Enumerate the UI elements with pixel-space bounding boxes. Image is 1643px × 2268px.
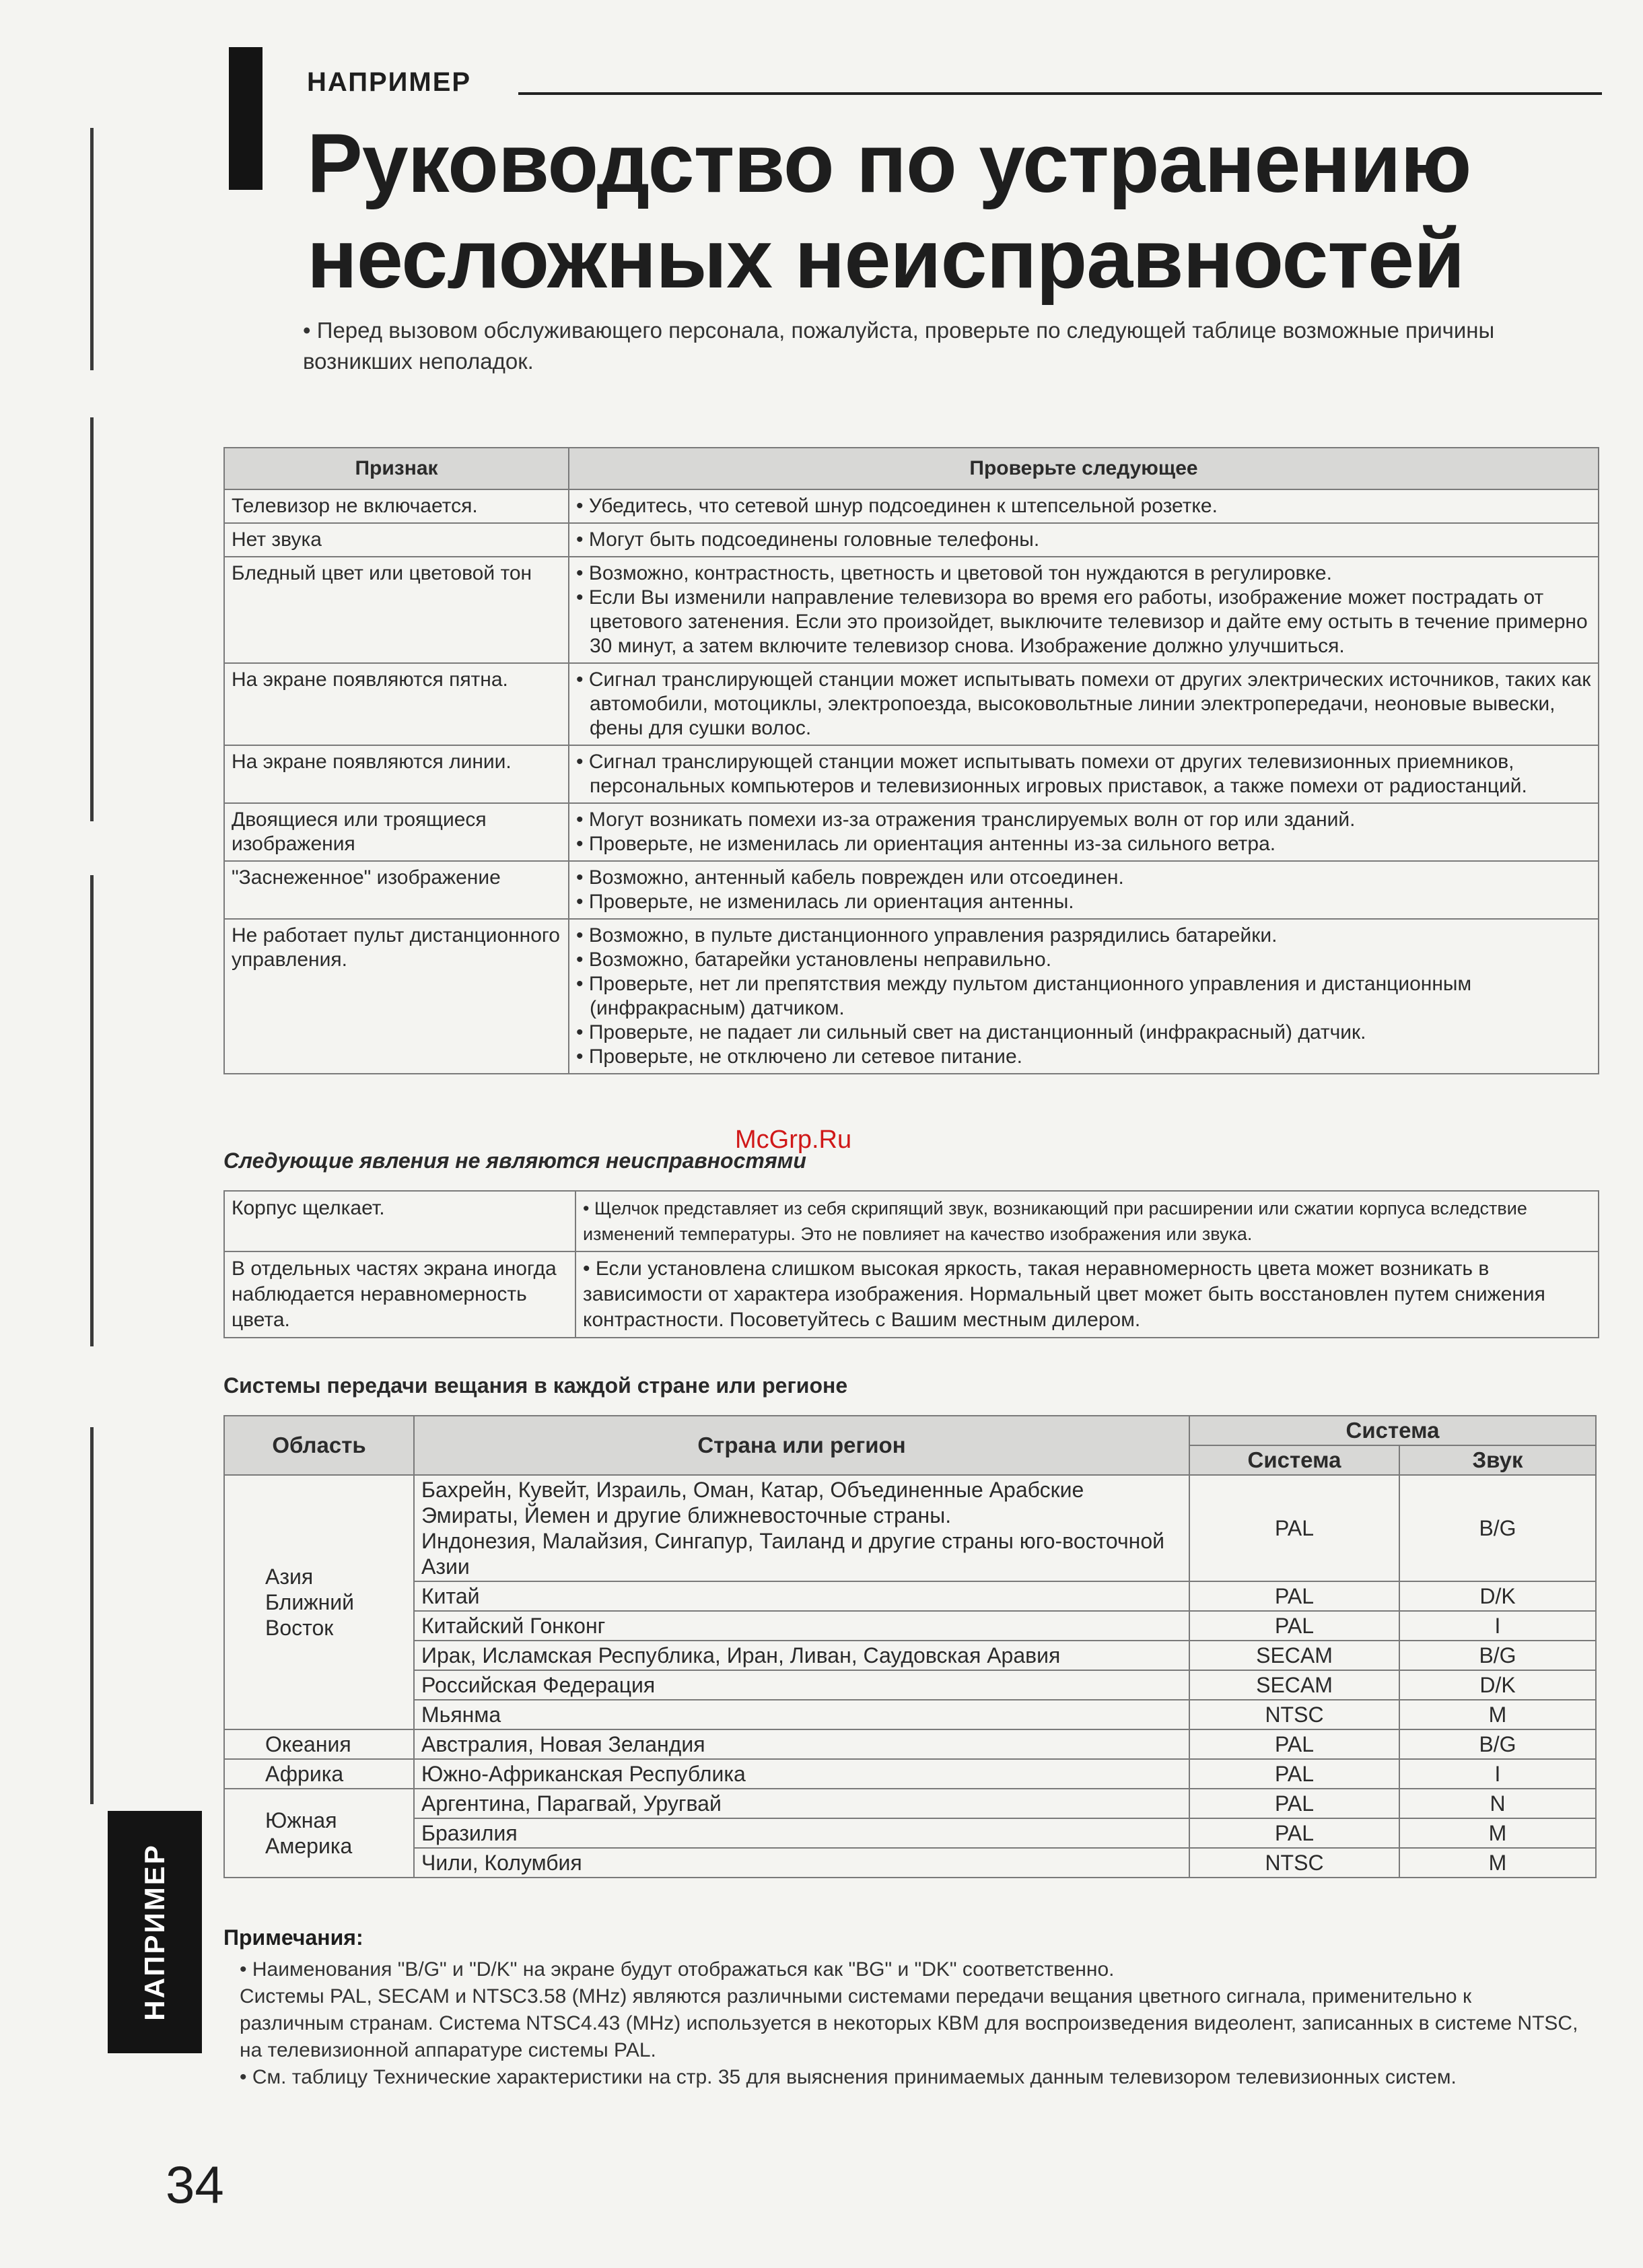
check-item: • Возможно, батарейки установлены неправильно. — [576, 949, 1052, 971]
system-cell: NTSC — [1189, 1848, 1399, 1878]
symptom-cell: Не работает пульт дистанционного управления. — [224, 919, 569, 1074]
check-item: • Проверьте, не отключено ли сетевое питание. — [576, 1045, 1022, 1068]
check-cell — [569, 919, 1599, 1074]
note-item: Системы PAL, SECAM и NTSC3.58 (MHz) являются различными системами передачи вещания цветного сигнала, применительно к различным странам. Система NTSC4.43 (MHz) используется в некоторых КВМ для воспроизведения видеолент, записанных в системе NTSC, на телевизионной аппаратуре системы PAL. — [240, 1985, 1578, 2061]
country-cell — [414, 1700, 1189, 1729]
area-line: Африка — [265, 1762, 344, 1786]
sound-cell: N — [1399, 1789, 1596, 1818]
check-item: • Могут быть подсоединены головные телефоны. — [576, 528, 1040, 551]
note-item: • См. таблицу Технические характеристики на стр. 35 для выяснения принимаемых данным телевизором телевизионных систем. — [240, 2066, 1457, 2088]
country-line: Бразилия — [421, 1821, 518, 1845]
table-row — [224, 1611, 1596, 1641]
check-cell — [569, 663, 1599, 745]
symptom-cell: В отдельных частях экрана иногда наблюдается неравномерность цвета. — [224, 1251, 575, 1338]
check-item: • Проверьте, нет ли препятствия между пультом дистанционного управления и дистанционным (инфракрасным) датчиком. — [576, 973, 1472, 1019]
sound-cell: I — [1399, 1611, 1596, 1641]
table-row — [224, 919, 1599, 1074]
table-row — [224, 861, 1599, 919]
check-cell — [569, 745, 1599, 803]
country-line: Бахрейн, Кувейт, Израиль, Оман, Катар, Объединенные Арабские Эмираты, Йемен и другие ближневосточные страны. — [421, 1478, 1084, 1527]
system-cell: SECAM — [1189, 1641, 1399, 1670]
table-row — [224, 803, 1599, 861]
symptom-cell: Корпус щелкает. — [224, 1191, 575, 1251]
notes-title: Примечания: — [223, 1925, 363, 1950]
country-cell — [414, 1759, 1189, 1789]
system-cell: PAL — [1189, 1759, 1399, 1789]
check-item: • Сигнал транслирующей станции может испытывать помехи от других телевизионных приемников, персональных компьютеров и телевизионных игровых приставок, а также помехи от радиостанций. — [576, 751, 1527, 797]
country-line: Китайский Гонконг — [421, 1614, 606, 1638]
symptom-cell: "Заснеженное" изображение — [224, 861, 569, 919]
table-row — [224, 745, 1599, 803]
table-row — [224, 1848, 1596, 1878]
scan-margin-line — [90, 417, 94, 821]
system-cell: PAL — [1189, 1818, 1399, 1848]
watermark: McGrp.Ru — [735, 1126, 852, 1154]
table-row — [224, 1641, 1596, 1670]
section-marker-bar — [229, 47, 263, 190]
sound-cell: M — [1399, 1700, 1596, 1729]
check-item: • Возможно, в пульте дистанционного управления разрядились батарейки. — [576, 924, 1278, 947]
page-title — [307, 116, 1626, 307]
area-line: Восток — [265, 1616, 334, 1640]
area-header: Область — [224, 1416, 414, 1475]
system-cell: PAL — [1189, 1581, 1399, 1611]
country-cell — [414, 1641, 1189, 1670]
table-row — [224, 1789, 1596, 1818]
check-cell — [569, 489, 1599, 523]
country-cell — [414, 1611, 1189, 1641]
section-label: НАПРИМЕР — [307, 67, 472, 97]
country-cell — [414, 1729, 1189, 1759]
notes — [240, 1956, 1579, 2091]
country-line: Мьянма — [421, 1703, 501, 1727]
system-cell: PAL — [1189, 1789, 1399, 1818]
scan-margin-line — [90, 128, 94, 370]
not-faults-title: Следующие явления не являются неисправностями — [223, 1148, 806, 1173]
sound-cell: B/G — [1399, 1729, 1596, 1759]
scan-margin-line — [90, 1427, 94, 1804]
sound-cell: M — [1399, 1818, 1596, 1848]
broadcast-title: Системы передачи вещания в каждой стране или регионе — [223, 1373, 848, 1398]
troubleshooting-table — [223, 447, 1599, 1074]
check-cell — [569, 557, 1599, 663]
check-cell — [569, 861, 1599, 919]
scan-margin-line — [90, 875, 94, 1346]
check-item: • Возможно, антенный кабель поврежден или отсоединен. — [576, 866, 1124, 889]
table-row — [224, 663, 1599, 745]
area-line: Азия — [265, 1565, 314, 1589]
not-faults-table — [223, 1190, 1599, 1338]
sound-cell: I — [1399, 1759, 1596, 1789]
country-line: Аргентина, Парагвай, Уругвай — [421, 1791, 722, 1816]
title-line-1: Руководство по устранению — [307, 117, 1471, 210]
table-row — [224, 1670, 1596, 1700]
country-line: Чили, Колумбия — [421, 1851, 582, 1875]
page-number: 34 — [166, 2155, 224, 2214]
area-cell — [224, 1759, 414, 1789]
symptom-cell: Телевизор не включается. — [224, 489, 569, 523]
table-row — [224, 1818, 1596, 1848]
country-line: Ирак, Исламская Республика, Иран, Ливан, Саудовская Аравия — [421, 1643, 1061, 1668]
country-header: Страна или регион — [414, 1416, 1189, 1475]
area-cell — [224, 1789, 414, 1878]
check-item: • Если Вы изменили направление телевизора во время его работы, изображение может пострадать от цветового затенения. Если это произойдет, выключите телевизор и дайте ему остыть в течение примерно 30 минут, а затем включите телевизор снова. Изображение должно улучшиться. — [576, 586, 1588, 657]
sound-header: Звук — [1399, 1445, 1596, 1475]
country-cell — [414, 1789, 1189, 1818]
check-cell — [569, 523, 1599, 557]
country-cell — [414, 1670, 1189, 1700]
country-cell — [414, 1581, 1189, 1611]
sound-cell: D/K — [1399, 1581, 1596, 1611]
area-line: Южная — [265, 1808, 337, 1832]
system-cell: PAL — [1189, 1729, 1399, 1759]
check-item: • Могут возникать помехи из-за отражения транслируемых волн от гор или зданий. — [576, 809, 1356, 831]
sound-cell: M — [1399, 1848, 1596, 1878]
check-item: • Убедитесь, что сетевой шнур подсоединен к штепсельной розетке. — [576, 495, 1218, 517]
country-line: Австралия, Новая Зеландия — [421, 1732, 705, 1756]
check-cell: • Щелчок представляет из себя скрипящий звук, возникающий при расширении или сжатии корпуса вследствие изменений температуры. Это не повлияет на качество изображения или звука. — [575, 1191, 1599, 1251]
symptom-cell: Нет звука — [224, 523, 569, 557]
system-cell: PAL — [1189, 1611, 1399, 1641]
area-line: Океания — [265, 1732, 351, 1756]
check-cell: • Если установлена слишком высокая яркость, такая неравномерность цвета может возникать в зависимости от характера изображения. Нормальный цвет может быть восстановлен путем снижения контрастности. Посоветуйтесь с Вашим местным дилером. — [575, 1251, 1599, 1338]
check-item: • Сигнал транслирующей станции может испытывать помехи от других электрических источников, таких как автомобили, мотоциклы, электропоезда, высоковольтные линии электропередачи, неоновые вывески, фены для сушки волос. — [576, 668, 1591, 739]
check-item: • Возможно, контрастность, цветность и цветовой тон нуждаются в регулировке. — [576, 562, 1332, 584]
symptom-cell: На экране появляются линии. — [224, 745, 569, 803]
area-cell — [224, 1729, 414, 1759]
check-item: • Проверьте, не изменилась ли ориентация антенны из-за сильного ветра. — [576, 833, 1276, 855]
check-cell — [569, 803, 1599, 861]
symptom-cell: Двоящиеся или троящиеся изображения — [224, 803, 569, 861]
country-cell — [414, 1475, 1189, 1581]
table-row — [224, 1581, 1596, 1611]
note-item: • Наименования "B/G" и "D/K" на экране будут отображаться как "BG" и "DK" соответственно. — [240, 1958, 1115, 1981]
country-line: Российская Федерация — [421, 1673, 656, 1697]
table-row — [224, 1251, 1599, 1338]
check-item: • Проверьте, не изменилась ли ориентация антенны. — [576, 891, 1074, 913]
intro-text: • Перед вызовом обслуживающего персонала, пожалуйста, проверьте по следующей таблице возможные причины возникших неполадок. — [303, 318, 1495, 374]
table-row — [224, 1700, 1596, 1729]
system-group-header: Система — [1189, 1416, 1596, 1445]
check-item: • Проверьте, не падает ли сильный свет на дистанционный (инфракрасный) датчик. — [576, 1021, 1366, 1043]
country-line: Китай — [421, 1584, 480, 1608]
country-line: Индонезия, Малайзия, Сингапур, Таиланд и другие страны юго-восточной Азии — [421, 1529, 1165, 1579]
table-row — [224, 1729, 1596, 1759]
table-row — [224, 489, 1599, 523]
country-line: Южно-Африканская Республика — [421, 1762, 746, 1786]
table-row — [224, 557, 1599, 663]
area-line: Ближний — [265, 1590, 355, 1614]
broadcast-systems-table — [223, 1415, 1597, 1878]
table-row — [224, 1191, 1599, 1251]
side-tab-label: НАПРИМЕР — [139, 1843, 170, 2021]
symptom-cell: Бледный цвет или цветовой тон — [224, 557, 569, 663]
system-header: Система — [1189, 1445, 1399, 1475]
system-cell: SECAM — [1189, 1670, 1399, 1700]
table-row — [224, 1759, 1596, 1789]
country-cell — [414, 1848, 1189, 1878]
check-header: Проверьте следующее — [569, 448, 1599, 489]
area-line: Америка — [265, 1834, 353, 1858]
system-cell: NTSC — [1189, 1700, 1399, 1729]
area-cell — [224, 1475, 414, 1729]
title-line-2: несложных неисправностей — [307, 213, 1465, 306]
sound-cell: D/K — [1399, 1670, 1596, 1700]
table-row — [224, 523, 1599, 557]
sound-cell: B/G — [1399, 1475, 1596, 1581]
symptom-cell: На экране появляются пятна. — [224, 663, 569, 745]
system-cell: PAL — [1189, 1475, 1399, 1581]
table-row — [224, 1475, 1596, 1581]
country-cell — [414, 1818, 1189, 1848]
header-rule — [518, 92, 1602, 95]
symptom-header: Признак — [224, 448, 569, 489]
sound-cell: B/G — [1399, 1641, 1596, 1670]
